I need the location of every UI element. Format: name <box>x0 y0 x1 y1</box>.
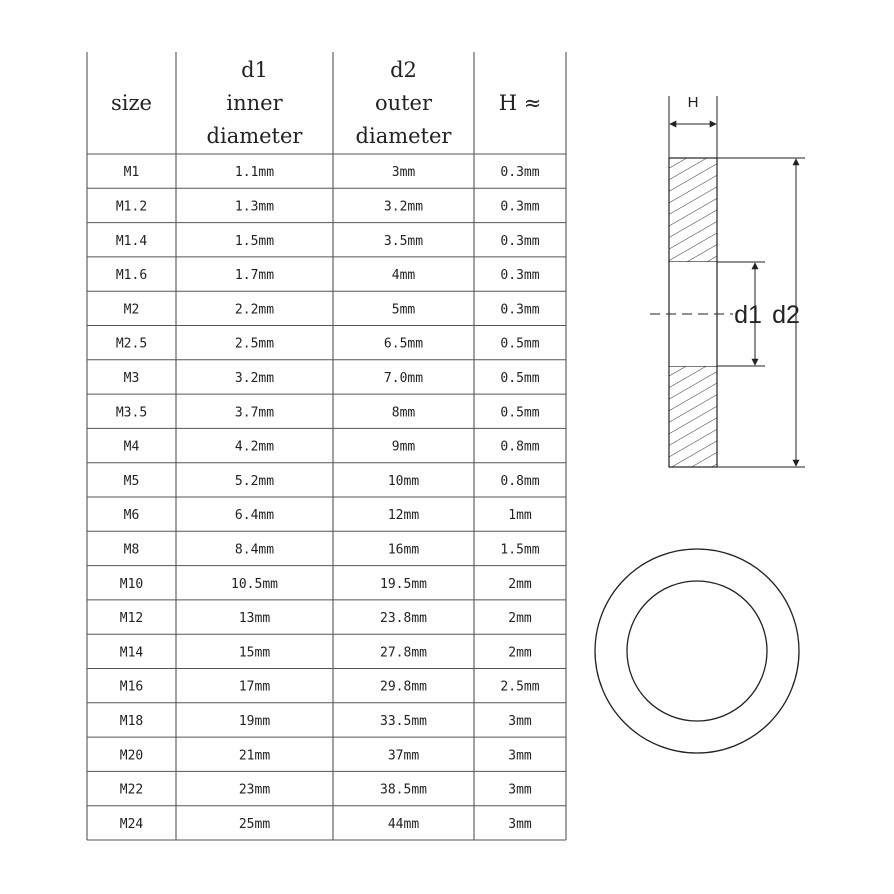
table-row <box>120 645 532 660</box>
table-cell: 3mm <box>391 165 416 181</box>
washer-outer-circle <box>595 549 799 753</box>
washer-cross-section <box>650 94 805 467</box>
table-cell: M16 <box>119 679 144 695</box>
table-cell: M12 <box>119 611 144 627</box>
table-row <box>116 268 540 283</box>
table-row <box>116 234 540 249</box>
table-cell: 3.2mm <box>234 370 275 386</box>
table-cell: 1.5mm <box>500 542 540 558</box>
table-cell: 0.5mm <box>500 405 540 421</box>
table-cell: 3mm <box>508 748 532 764</box>
header-cell-line: H ≈ <box>498 91 542 115</box>
header-cell-line: diameter <box>206 124 303 148</box>
table-cell: 12mm <box>387 508 420 524</box>
table-row <box>120 577 532 592</box>
table-cell: 3mm <box>508 816 532 832</box>
table-cell: M18 <box>119 713 144 729</box>
table-row <box>124 542 540 557</box>
table-cell: 1.3mm <box>234 199 275 215</box>
table-cell: M2 <box>123 302 140 318</box>
table-body <box>116 165 540 832</box>
table-cell: 6.5mm <box>383 336 424 352</box>
table-row <box>120 783 532 798</box>
table-row <box>124 302 540 317</box>
section-bore <box>669 262 717 366</box>
table-cell: M6 <box>123 508 140 524</box>
table-cell: 15mm <box>238 645 271 661</box>
washer-inner-circle <box>627 581 767 721</box>
table-cell: 9mm <box>391 439 416 455</box>
table-cell: M3.5 <box>115 405 148 421</box>
table-cell: 3mm <box>508 782 532 798</box>
washer-top-view <box>595 549 799 753</box>
table-cell: M20 <box>119 748 144 764</box>
table-row <box>124 165 540 180</box>
table-cell: 0.3mm <box>500 165 540 181</box>
table-cell: 0.3mm <box>500 199 540 215</box>
table-row <box>120 611 532 626</box>
table-row <box>120 748 532 763</box>
table-grid <box>87 52 566 840</box>
header-cell-line: d2 <box>390 58 417 82</box>
table-cell: 2.2mm <box>234 302 275 318</box>
table-cell: 2.5mm <box>234 336 275 352</box>
table-cell: M1.2 <box>115 199 148 215</box>
table-cell: M8 <box>123 542 140 558</box>
table-cell: 19mm <box>238 713 271 729</box>
table-cell: M1.4 <box>115 233 148 249</box>
table-cell: 3.2mm <box>383 199 424 215</box>
table-cell: 2mm <box>508 645 532 661</box>
table-cell: 10mm <box>387 473 420 489</box>
table-cell: M3 <box>123 370 140 386</box>
table-row <box>120 680 540 695</box>
table-cell: M5 <box>123 473 140 489</box>
table-cell: 1.7mm <box>234 268 275 284</box>
table-row <box>116 199 540 214</box>
table-cell: 3mm <box>508 713 532 729</box>
table-cell: 13mm <box>238 611 271 627</box>
table-cell: M10 <box>119 576 144 592</box>
table-cell: 23.8mm <box>380 611 427 627</box>
table-cell: 3.5mm <box>383 233 424 249</box>
table-cell: M1 <box>123 165 140 181</box>
table-cell: M22 <box>119 782 144 798</box>
d1-label: d1 <box>734 301 762 329</box>
table-cell: 8mm <box>391 405 416 421</box>
table-row <box>124 440 540 455</box>
table-cell: 1.1mm <box>234 165 275 181</box>
table-cell: 23mm <box>238 782 271 798</box>
header-cell-line: d1 <box>241 58 268 82</box>
table-cell: 25mm <box>238 816 271 832</box>
table-cell: 21mm <box>238 748 271 764</box>
table-cell: M4 <box>123 439 140 455</box>
table-row <box>116 405 540 420</box>
section-lower-hatch <box>669 366 717 467</box>
table-cell: 37mm <box>387 748 420 764</box>
table-cell: 0.5mm <box>500 370 540 386</box>
table-cell: 8.4mm <box>234 542 275 558</box>
table-row <box>116 337 540 352</box>
table-cell: 0.8mm <box>500 439 540 455</box>
table-cell: 0.8mm <box>500 473 540 489</box>
table-cell: 5.2mm <box>234 473 275 489</box>
table-cell: 0.3mm <box>500 233 540 249</box>
header-cell-line: outer <box>374 91 433 115</box>
table-cell: 38.5mm <box>380 782 427 798</box>
d2-label: d2 <box>772 301 800 329</box>
table-cell: 4mm <box>391 268 416 284</box>
table-cell: 10.5mm <box>231 576 278 592</box>
section-upper-hatch <box>669 158 717 262</box>
table-row <box>120 714 532 729</box>
table-cell: 4.2mm <box>234 439 275 455</box>
header-cell-line: diameter <box>355 124 452 148</box>
table-cell: 0.5mm <box>500 336 540 352</box>
table-cell: M2.5 <box>115 336 148 352</box>
dimension-table <box>87 52 566 840</box>
table-cell: 2mm <box>508 576 532 592</box>
table-cell: M24 <box>119 816 144 832</box>
table-row <box>120 817 532 832</box>
header-cell-line: inner <box>226 91 283 115</box>
table-row <box>124 474 540 489</box>
table-row <box>124 508 532 523</box>
table-cell: 0.3mm <box>500 268 540 284</box>
table-cell: 0.3mm <box>500 302 540 318</box>
h-label: H <box>687 94 699 111</box>
table-cell: 33.5mm <box>380 713 427 729</box>
table-cell: 27.8mm <box>380 645 427 661</box>
table-cell: 7.0mm <box>383 370 424 386</box>
table-cell: 29.8mm <box>380 679 427 695</box>
table-cell: 16mm <box>387 542 420 558</box>
table-cell: M14 <box>119 645 144 661</box>
table-cell: 3.7mm <box>234 405 275 421</box>
table-cell: M1.6 <box>115 268 148 284</box>
table-cell: 19.5mm <box>380 576 427 592</box>
table-cell: 1mm <box>508 508 532 524</box>
table-cell: 2.5mm <box>500 679 540 695</box>
table-cell: 1.5mm <box>234 233 275 249</box>
table-cell: 6.4mm <box>234 508 275 524</box>
table-cell: 17mm <box>238 679 271 695</box>
table-cell: 44mm <box>387 816 420 832</box>
table-cell: 2mm <box>508 611 532 627</box>
header-cell-line: size <box>111 91 152 115</box>
table-cell: 5mm <box>391 302 416 318</box>
table-row <box>124 371 540 386</box>
